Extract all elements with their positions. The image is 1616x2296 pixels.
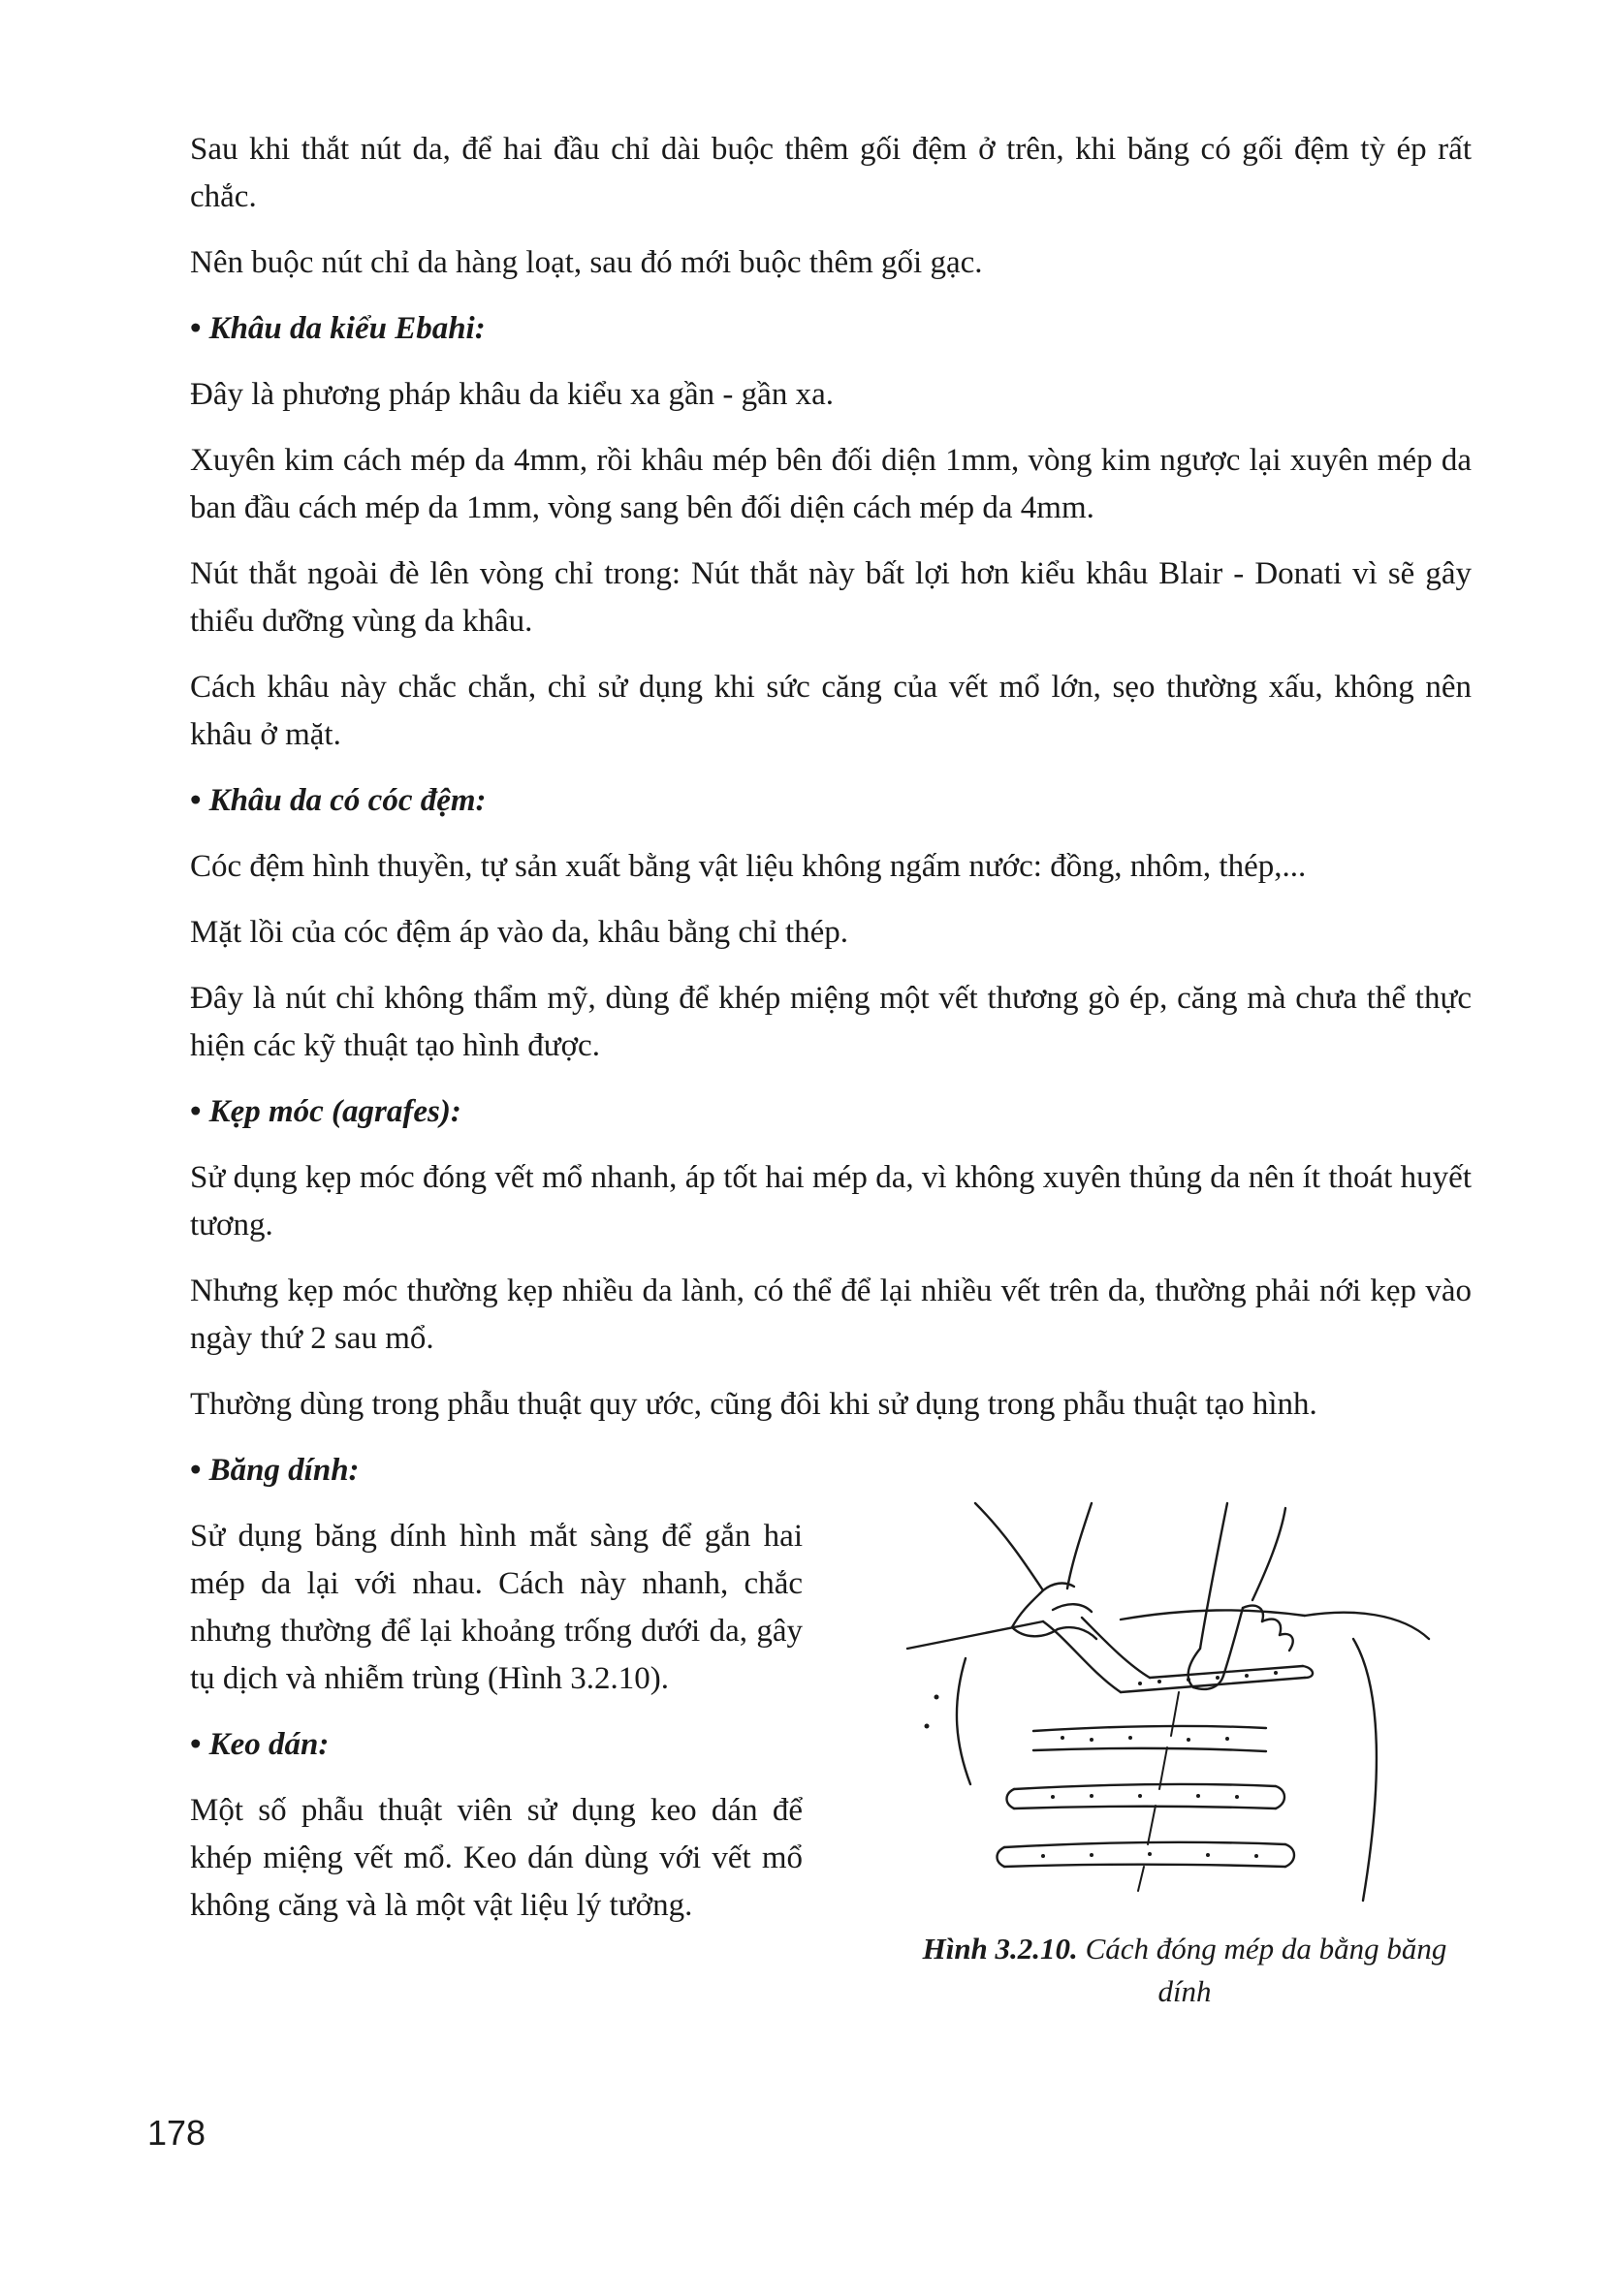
- paragraph: Thường dùng trong phẫu thuật quy ước, cũng đôi khi sử dụng trong phẫu thuật tạo hình.: [190, 1387, 1317, 1422]
- paragraph: Một số phẫu thuật viên sử dụng keo dán để khép miệng vết mổ. Keo dán dùng với vết mổ không căng và là một vật liệu lý tưởng.: [190, 1793, 803, 1923]
- paragraph: Nên buộc nút chỉ da hàng loạt, sau đó mới buộc thêm gối gạc.: [190, 245, 983, 280]
- paragraph: Đây là nút chỉ không thẩm mỹ, dùng để khép miệng một vết thương gò ép, căng mà chưa thể thực hiện các kỹ thuật tạo hình được.: [190, 981, 1472, 1063]
- heading-text: Khâu da có cóc đệm:: [208, 783, 487, 818]
- paragraph: Cách khâu này chắc chắn, chỉ sử dụng khi sức căng của vết mổ lớn, sẹo thường xấu, không nên khâu ở mặt.: [190, 670, 1472, 752]
- paragraph: Sử dụng băng dính hình mắt sàng để gắn hai mép da lại với nhau. Cách này nhanh, chắc nhưng thường để lại khoảng trống dưới da, gây tụ dịch và nhiễm trùng (Hình 3.2.10).: [190, 1519, 803, 1696]
- section-heading-keo-dan: [190, 1721, 803, 1769]
- figure: [898, 1494, 1472, 2013]
- bullet-icon: •: [190, 311, 202, 346]
- section-heading-ebahi: [190, 305, 1472, 353]
- paragraph: Đây là phương pháp khâu da kiểu xa gần - gần xa.: [190, 377, 834, 412]
- bullet-icon: •: [190, 1453, 202, 1488]
- figure-caption-text: Cách đóng mép da bằng băng dính: [1085, 1932, 1447, 2008]
- paragraph: Cóc đệm hình thuyền, tự sản xuất bằng vật liệu không ngấm nước: đồng, nhôm, thép,...: [190, 849, 1307, 884]
- paragraph: Sau khi thắt nút da, để hai đầu chỉ dài buộc thêm gối đệm ở trên, khi băng có gối đệm tỳ ép rất chắc.: [190, 132, 1472, 214]
- section-heading-bang-dinh: [190, 1447, 1472, 1494]
- paragraph: Mặt lồi của cóc đệm áp vào da, khâu bằng chỉ thép.: [190, 915, 849, 950]
- bullet-icon: •: [190, 1727, 202, 1762]
- two-column-block: [190, 1513, 1472, 2036]
- section-heading-coc-dem: [190, 777, 1472, 825]
- bullet-icon: •: [190, 1094, 202, 1129]
- section-heading-kep-moc: [190, 1088, 1472, 1136]
- heading-text: Băng dính:: [208, 1453, 360, 1488]
- paragraph: Sử dụng kẹp móc đóng vết mổ nhanh, áp tốt hai mép da, vì không xuyên thủng da nên ít thoát huyết tương.: [190, 1160, 1472, 1242]
- paragraph: Nhưng kẹp móc thường kẹp nhiều da lành, có thể để lại nhiều vết trên da, thường phải nới kẹp vào ngày thứ 2 sau mổ.: [190, 1274, 1472, 1356]
- heading-text: Keo dán:: [208, 1727, 330, 1762]
- heading-text: Khâu da kiểu Ebahi:: [208, 311, 486, 346]
- heading-text: Kẹp móc (agrafes):: [208, 1094, 461, 1129]
- page-number: 178: [147, 2113, 206, 2153]
- page-content: [190, 126, 1472, 2036]
- text-column: [190, 1513, 803, 1948]
- bullet-icon: •: [190, 783, 202, 818]
- paragraph: Xuyên kim cách mép da 4mm, rồi khâu mép bên đối diện 1mm, vòng kim ngược lại xuyên mép da ban đầu cách mép da 1mm, vòng sang bên đối diện cách mép da 4mm.: [190, 443, 1472, 525]
- skin-tape-closure-illustration: [898, 1494, 1441, 1920]
- paragraph: Nút thắt ngoài đè lên vòng chỉ trong: Nút thắt này bất lợi hơn kiểu khâu Blair - Donati vì sẽ gây thiểu dưỡng vùng da khâu.: [190, 556, 1472, 639]
- figure-label: Hình 3.2.10.: [922, 1932, 1078, 1966]
- figure-caption: [898, 1928, 1472, 2013]
